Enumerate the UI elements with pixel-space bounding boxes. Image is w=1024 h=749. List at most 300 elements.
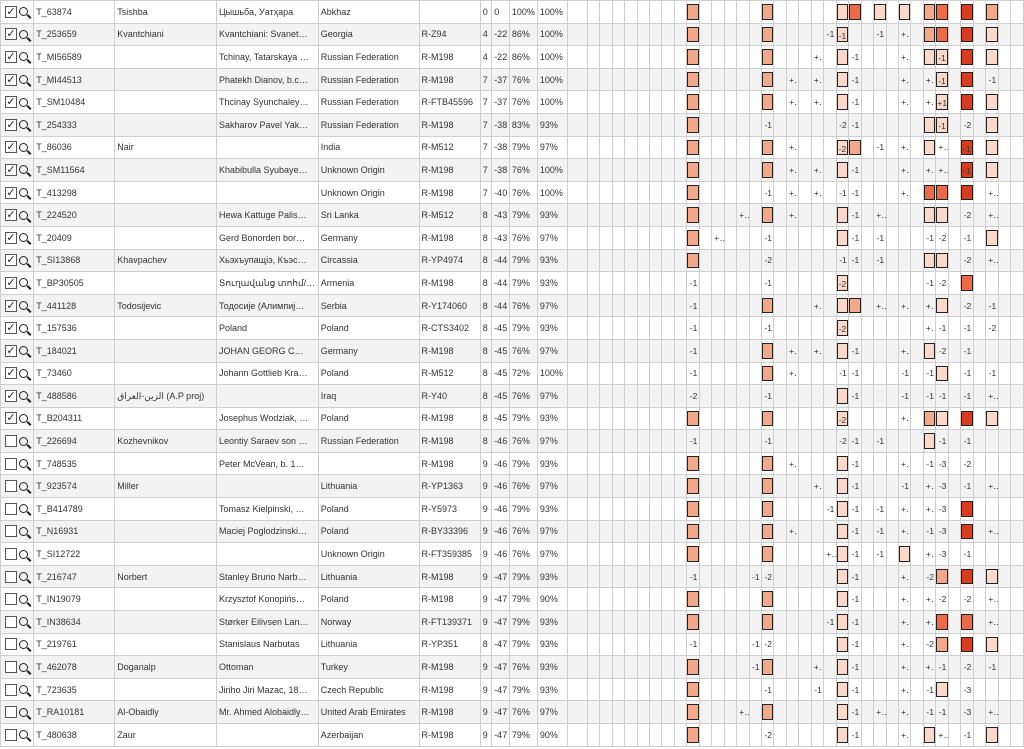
haplogroup-cell: R-M198	[419, 113, 480, 136]
select-checkbox[interactable]: ✓	[6, 412, 16, 425]
surname-cell	[115, 407, 217, 430]
marker-cell	[961, 159, 973, 182]
table-row[interactable]	[1, 68, 1024, 91]
marker-cell	[687, 68, 699, 91]
marker-cell	[762, 678, 774, 701]
marker-cell	[567, 317, 587, 340]
select-checkbox[interactable]: ✓	[6, 50, 16, 63]
table-row[interactable]	[1, 181, 1024, 204]
kit-id-cell[interactable]: T_MI44513	[34, 68, 115, 91]
marker-cell	[625, 611, 637, 634]
magnifier-icon[interactable]	[19, 437, 28, 446]
select-checkbox[interactable]	[5, 729, 17, 741]
table-row[interactable]	[1, 520, 1024, 543]
table-row[interactable]	[1, 385, 1024, 408]
surname-cell	[115, 317, 217, 340]
marker-cell	[662, 272, 674, 295]
marker-cell	[612, 226, 624, 249]
select-checkbox[interactable]: ✓	[6, 322, 16, 335]
marker-value: -1	[851, 549, 860, 560]
kit-id-cell[interactable]: T_BP30505	[34, 272, 115, 295]
select-checkbox[interactable]: ✓	[6, 389, 16, 402]
genetic-distance-cell: -45	[492, 362, 510, 385]
marker-cell	[936, 611, 948, 634]
marker-cell	[567, 136, 587, 159]
magnifier-icon[interactable]	[19, 30, 28, 39]
marker-cell	[774, 430, 786, 453]
magnifier-icon[interactable]	[19, 301, 28, 310]
marker-cell	[587, 430, 599, 453]
marker-swatch	[687, 501, 698, 517]
marker-cell	[587, 23, 599, 46]
magnifier-icon[interactable]	[19, 527, 28, 536]
most-distant-ancestor-cell: Johann Gottlieb Kra…	[217, 362, 319, 385]
marker-cell	[737, 339, 749, 362]
kit-id-cell[interactable]: T_441128	[34, 294, 115, 317]
marker-cell	[774, 565, 786, 588]
marker-cell	[762, 204, 774, 227]
marker-cell	[911, 159, 923, 182]
row-select-cell	[1, 430, 34, 453]
select-checkbox[interactable]: ✓	[6, 73, 16, 86]
marker-cell	[737, 226, 749, 249]
select-checkbox[interactable]	[5, 435, 17, 447]
marker-cell	[886, 362, 898, 385]
magnifier-icon[interactable]	[19, 233, 28, 242]
most-distant-ancestor-cell: Thcinay Syunchaley…	[217, 91, 319, 114]
kit-id-cell[interactable]: T_MI56589	[34, 46, 115, 69]
table-row[interactable]	[1, 159, 1024, 182]
kit-id-cell[interactable]: T_216747	[34, 565, 115, 588]
kit-id-cell[interactable]: T_253659	[34, 23, 115, 46]
marker-cell	[1011, 724, 1024, 747]
marker-cell	[799, 339, 811, 362]
marker-cell	[637, 633, 649, 656]
marker-cell	[699, 68, 711, 91]
marker-cell	[737, 543, 749, 566]
marker-cell	[612, 543, 624, 566]
table-row[interactable]	[1, 23, 1024, 46]
marker-swatch	[762, 659, 773, 675]
kit-id-cell[interactable]: T_488586	[34, 385, 115, 408]
table-row[interactable]	[1, 430, 1024, 453]
marker-cell	[774, 475, 786, 498]
marker-cell	[612, 656, 624, 679]
marker-cell	[699, 588, 711, 611]
marker-cell	[625, 475, 637, 498]
marker-cell	[567, 204, 587, 227]
table-row[interactable]	[1, 362, 1024, 385]
haplogroup-cell: R-YP1363	[419, 475, 480, 498]
marker-value: -1	[689, 323, 698, 334]
marker-cell	[687, 611, 699, 634]
marker-cell	[600, 656, 612, 679]
table-row[interactable]	[1, 701, 1024, 724]
magnifier-icon[interactable]	[19, 391, 28, 400]
marker-cell	[786, 159, 798, 182]
select-checkbox[interactable]: ✓	[6, 209, 16, 222]
marker-cell	[948, 611, 960, 634]
table-row[interactable]	[1, 226, 1024, 249]
kit-id-cell[interactable]: T_SM11564	[34, 159, 115, 182]
table-row[interactable]	[1, 565, 1024, 588]
table-row[interactable]	[1, 272, 1024, 295]
marker-cell	[749, 294, 761, 317]
magnifier-icon[interactable]	[19, 595, 28, 604]
marker-cell	[637, 272, 649, 295]
genetic-distance-cell: -46	[492, 452, 510, 475]
marker-cell	[911, 475, 923, 498]
magnifier-icon[interactable]	[19, 663, 28, 672]
magnifier-icon[interactable]	[19, 188, 28, 197]
marker-cell	[849, 23, 861, 46]
table-row[interactable]	[1, 249, 1024, 272]
marker-cell	[799, 159, 811, 182]
kit-id-cell[interactable]: T_IN38634	[34, 611, 115, 634]
marker-cell	[811, 272, 823, 295]
select-checkbox[interactable]	[5, 661, 17, 673]
kit-id-cell[interactable]: T_20409	[34, 226, 115, 249]
table-row[interactable]	[1, 452, 1024, 475]
marker-value: +1	[925, 503, 936, 514]
kit-id-cell[interactable]: T_480638	[34, 724, 115, 747]
marker-cell	[811, 701, 823, 724]
select-checkbox[interactable]	[5, 684, 17, 696]
select-checkbox[interactable]: ✓	[6, 5, 16, 18]
magnifier-icon[interactable]	[19, 708, 28, 717]
marker-cell	[849, 656, 861, 679]
select-checkbox[interactable]: ✓	[6, 28, 16, 41]
kit-id-cell[interactable]: T_IN19079	[34, 588, 115, 611]
kit-id-cell[interactable]: T_B414789	[34, 498, 115, 521]
magnifier-icon[interactable]	[19, 685, 28, 694]
marker-cell	[649, 362, 661, 385]
marker-cell	[824, 91, 836, 114]
marker-cell	[786, 68, 798, 91]
marker-value: -1	[963, 345, 972, 356]
select-checkbox[interactable]	[5, 571, 17, 583]
kit-id-cell[interactable]: T_86036	[34, 136, 115, 159]
percent-a-cell: 76%	[509, 91, 537, 114]
select-checkbox[interactable]: ✓	[6, 299, 16, 312]
marker-cell	[861, 543, 873, 566]
magnifier-icon[interactable]	[19, 75, 28, 84]
marker-cell	[737, 678, 749, 701]
haplogroup-cell: R-YP4974	[419, 249, 480, 272]
magnifier-icon[interactable]	[19, 52, 28, 61]
select-checkbox[interactable]: ✓	[6, 231, 16, 244]
marker-cell	[986, 611, 998, 634]
marker-cell	[662, 362, 674, 385]
marker-cell	[1011, 159, 1024, 182]
genetic-distance-cell: -46	[492, 498, 510, 521]
select-checkbox[interactable]: ✓	[6, 186, 16, 199]
marker-cell	[986, 249, 998, 272]
marker-value: -1	[851, 119, 860, 130]
kit-id-cell[interactable]: T_226694	[34, 430, 115, 453]
marker-cell	[587, 678, 599, 701]
country-cell: Serbia	[318, 294, 419, 317]
marker-cell	[786, 317, 798, 340]
kit-id-cell[interactable]: T_SI13868	[34, 249, 115, 272]
marker-cell	[699, 565, 711, 588]
table-row[interactable]	[1, 588, 1024, 611]
magnifier-icon[interactable]	[19, 459, 28, 468]
marker-cell	[786, 272, 798, 295]
table-row[interactable]	[1, 91, 1024, 114]
marker-cell	[973, 181, 985, 204]
row-select-cell	[1, 588, 34, 611]
select-checkbox[interactable]	[5, 706, 17, 718]
steps-cell: 9	[480, 452, 491, 475]
percent-b-cell: 100%	[537, 159, 567, 182]
country-cell: Unknown Origin	[318, 181, 419, 204]
magnifier-icon[interactable]	[19, 369, 28, 378]
table-row[interactable]	[1, 204, 1024, 227]
percent-b-cell: 93%	[537, 272, 567, 295]
table-row[interactable]	[1, 136, 1024, 159]
marker-cell	[637, 520, 649, 543]
marker-cell	[612, 1, 624, 24]
select-checkbox[interactable]	[5, 593, 17, 605]
marker-cell	[911, 362, 923, 385]
marker-cell	[973, 543, 985, 566]
select-checkbox[interactable]: ✓	[6, 141, 16, 154]
magnifier-icon[interactable]	[19, 504, 28, 513]
marker-cell	[712, 68, 724, 91]
marker-value: -1	[926, 368, 934, 379]
kit-id-cell[interactable]: T_73460	[34, 362, 115, 385]
select-checkbox[interactable]	[5, 638, 17, 650]
magnifier-icon[interactable]	[19, 143, 28, 152]
haplogroup-cell: R-M198	[419, 407, 480, 430]
marker-cell	[737, 633, 749, 656]
marker-cell	[774, 407, 786, 430]
marker-cell	[811, 724, 823, 747]
marker-cell	[936, 475, 948, 498]
marker-cell	[600, 249, 612, 272]
marker-cell	[687, 136, 699, 159]
table-row[interactable]	[1, 498, 1024, 521]
kit-id-cell[interactable]: T_63874	[34, 1, 115, 24]
marker-cell	[886, 475, 898, 498]
marker-cell	[849, 1, 861, 24]
marker-cell	[687, 204, 699, 227]
marker-cell	[587, 136, 599, 159]
table-row[interactable]	[1, 113, 1024, 136]
marker-cell	[587, 498, 599, 521]
table-row[interactable]	[1, 611, 1024, 634]
kit-id-cell[interactable]: T_723635	[34, 678, 115, 701]
magnifier-icon[interactable]	[19, 165, 28, 174]
kit-id-cell[interactable]: T_413298	[34, 181, 115, 204]
marker-cell	[774, 701, 786, 724]
kit-id-cell[interactable]: T_N16931	[34, 520, 115, 543]
marker-value: -1	[876, 255, 885, 266]
magnifier-icon[interactable]	[19, 730, 28, 739]
marker-cell	[674, 68, 686, 91]
marker-cell	[886, 159, 898, 182]
marker-cell	[567, 724, 587, 747]
table-row[interactable]	[1, 339, 1024, 362]
haplogroup-cell: R-M198	[419, 452, 480, 475]
marker-cell	[687, 498, 699, 521]
magnifier-icon[interactable]	[19, 324, 28, 333]
select-checkbox[interactable]	[5, 458, 17, 470]
marker-cell	[600, 520, 612, 543]
kit-id-cell[interactable]: T_SM10484	[34, 91, 115, 114]
magnifier-icon[interactable]	[19, 414, 28, 423]
steps-cell: 8	[480, 407, 491, 430]
select-checkbox[interactable]: ✓	[6, 344, 16, 357]
marker-cell	[936, 204, 948, 227]
table-row[interactable]	[1, 543, 1024, 566]
select-checkbox[interactable]	[5, 616, 17, 628]
marker-value: +1	[788, 74, 799, 85]
marker-cell	[923, 656, 935, 679]
magnifier-icon[interactable]	[19, 211, 28, 220]
magnifier-icon[interactable]	[19, 120, 28, 129]
magnifier-icon[interactable]	[19, 7, 28, 16]
marker-cell	[923, 611, 935, 634]
marker-swatch	[961, 94, 972, 110]
marker-cell	[861, 204, 873, 227]
surname-cell: Nair	[115, 136, 217, 159]
marker-cell	[649, 407, 661, 430]
marker-cell	[749, 565, 761, 588]
table-row[interactable]	[1, 1, 1024, 24]
marker-cell	[625, 407, 637, 430]
marker-swatch	[762, 366, 773, 382]
kit-id-cell[interactable]: T_923574	[34, 475, 115, 498]
marker-cell	[948, 701, 960, 724]
magnifier-icon[interactable]	[19, 98, 28, 107]
marker-cell	[986, 181, 998, 204]
marker-cell	[923, 565, 935, 588]
table-row[interactable]	[1, 407, 1024, 430]
marker-swatch	[837, 320, 848, 336]
marker-swatch	[874, 4, 885, 20]
table-row[interactable]	[1, 633, 1024, 656]
kit-id-cell[interactable]: T_224520	[34, 204, 115, 227]
select-checkbox[interactable]	[5, 480, 17, 492]
marker-cell	[674, 633, 686, 656]
table-row[interactable]	[1, 656, 1024, 679]
country-cell: Iraq	[318, 385, 419, 408]
table-row[interactable]	[1, 724, 1024, 747]
marker-cell	[799, 475, 811, 498]
genetic-distance-cell: -47	[492, 701, 510, 724]
marker-swatch	[924, 117, 935, 133]
kit-id-cell[interactable]: T_462078	[34, 656, 115, 679]
kit-id-cell[interactable]: T_748535	[34, 452, 115, 475]
marker-cell	[899, 159, 911, 182]
marker-cell	[567, 385, 587, 408]
select-checkbox[interactable]: ✓	[6, 276, 16, 289]
magnifier-icon[interactable]	[19, 550, 28, 559]
magnifier-icon[interactable]	[19, 278, 28, 287]
kit-id-cell[interactable]: T_254333	[34, 113, 115, 136]
marker-value: -1	[963, 323, 972, 334]
table-row[interactable]	[1, 678, 1024, 701]
marker-value: -3	[938, 549, 947, 560]
kit-id-cell[interactable]: T_157536	[34, 317, 115, 340]
marker-cell	[811, 226, 823, 249]
marker-value: +3	[925, 616, 936, 627]
table-row[interactable]	[1, 475, 1024, 498]
marker-cell	[786, 249, 798, 272]
kit-id-cell[interactable]: T_SI12722	[34, 543, 115, 566]
table-row[interactable]	[1, 294, 1024, 317]
marker-cell	[899, 249, 911, 272]
magnifier-icon[interactable]	[19, 640, 28, 649]
kit-id-cell[interactable]: T_RA10181	[34, 701, 115, 724]
magnifier-icon[interactable]	[19, 482, 28, 491]
percent-b-cell: 93%	[537, 656, 567, 679]
marker-cell	[712, 159, 724, 182]
marker-cell	[899, 339, 911, 362]
table-row[interactable]	[1, 317, 1024, 340]
table-row[interactable]	[1, 46, 1024, 69]
select-checkbox[interactable]: ✓	[6, 163, 16, 176]
genetic-distance-cell: -38	[492, 113, 510, 136]
select-checkbox[interactable]	[5, 525, 17, 537]
select-checkbox[interactable]: ✓	[6, 118, 16, 131]
marker-cell	[637, 136, 649, 159]
marker-swatch	[687, 659, 698, 675]
surname-cell	[115, 362, 217, 385]
kit-id-cell[interactable]: T_184021	[34, 339, 115, 362]
marker-cell	[874, 249, 886, 272]
marker-cell	[567, 91, 587, 114]
marker-value: -1	[851, 729, 860, 740]
marker-cell	[712, 226, 724, 249]
marker-cell	[923, 294, 935, 317]
marker-cell	[699, 724, 711, 747]
row-select-cell	[1, 678, 34, 701]
kit-id-cell[interactable]: T_219761	[34, 633, 115, 656]
haplogroup-cell: R-FT139371	[419, 611, 480, 634]
marker-cell	[625, 656, 637, 679]
marker-cell	[948, 452, 960, 475]
percent-a-cell: 76%	[509, 339, 537, 362]
select-checkbox[interactable]	[5, 548, 17, 560]
genetic-distance-cell: -45	[492, 407, 510, 430]
marker-value: +1	[788, 458, 799, 469]
kit-id-cell[interactable]: T_B204311	[34, 407, 115, 430]
marker-cell	[749, 678, 761, 701]
marker-cell	[861, 362, 873, 385]
marker-cell	[936, 520, 948, 543]
marker-cell	[948, 249, 960, 272]
marker-swatch	[924, 433, 935, 449]
select-checkbox[interactable]: ✓	[6, 367, 16, 380]
select-checkbox[interactable]: ✓	[6, 254, 16, 267]
magnifier-icon[interactable]	[19, 572, 28, 581]
marker-cell	[811, 385, 823, 408]
marker-cell	[687, 46, 699, 69]
magnifier-icon[interactable]	[19, 256, 28, 265]
select-checkbox[interactable]	[5, 503, 17, 515]
country-cell: Poland	[318, 317, 419, 340]
select-checkbox[interactable]: ✓	[6, 96, 16, 109]
marker-cell	[923, 678, 935, 701]
country-cell: Russian Federation	[318, 113, 419, 136]
magnifier-icon[interactable]	[19, 617, 28, 626]
marker-cell	[861, 113, 873, 136]
magnifier-icon[interactable]	[19, 346, 28, 355]
marker-value: +1	[813, 300, 824, 311]
